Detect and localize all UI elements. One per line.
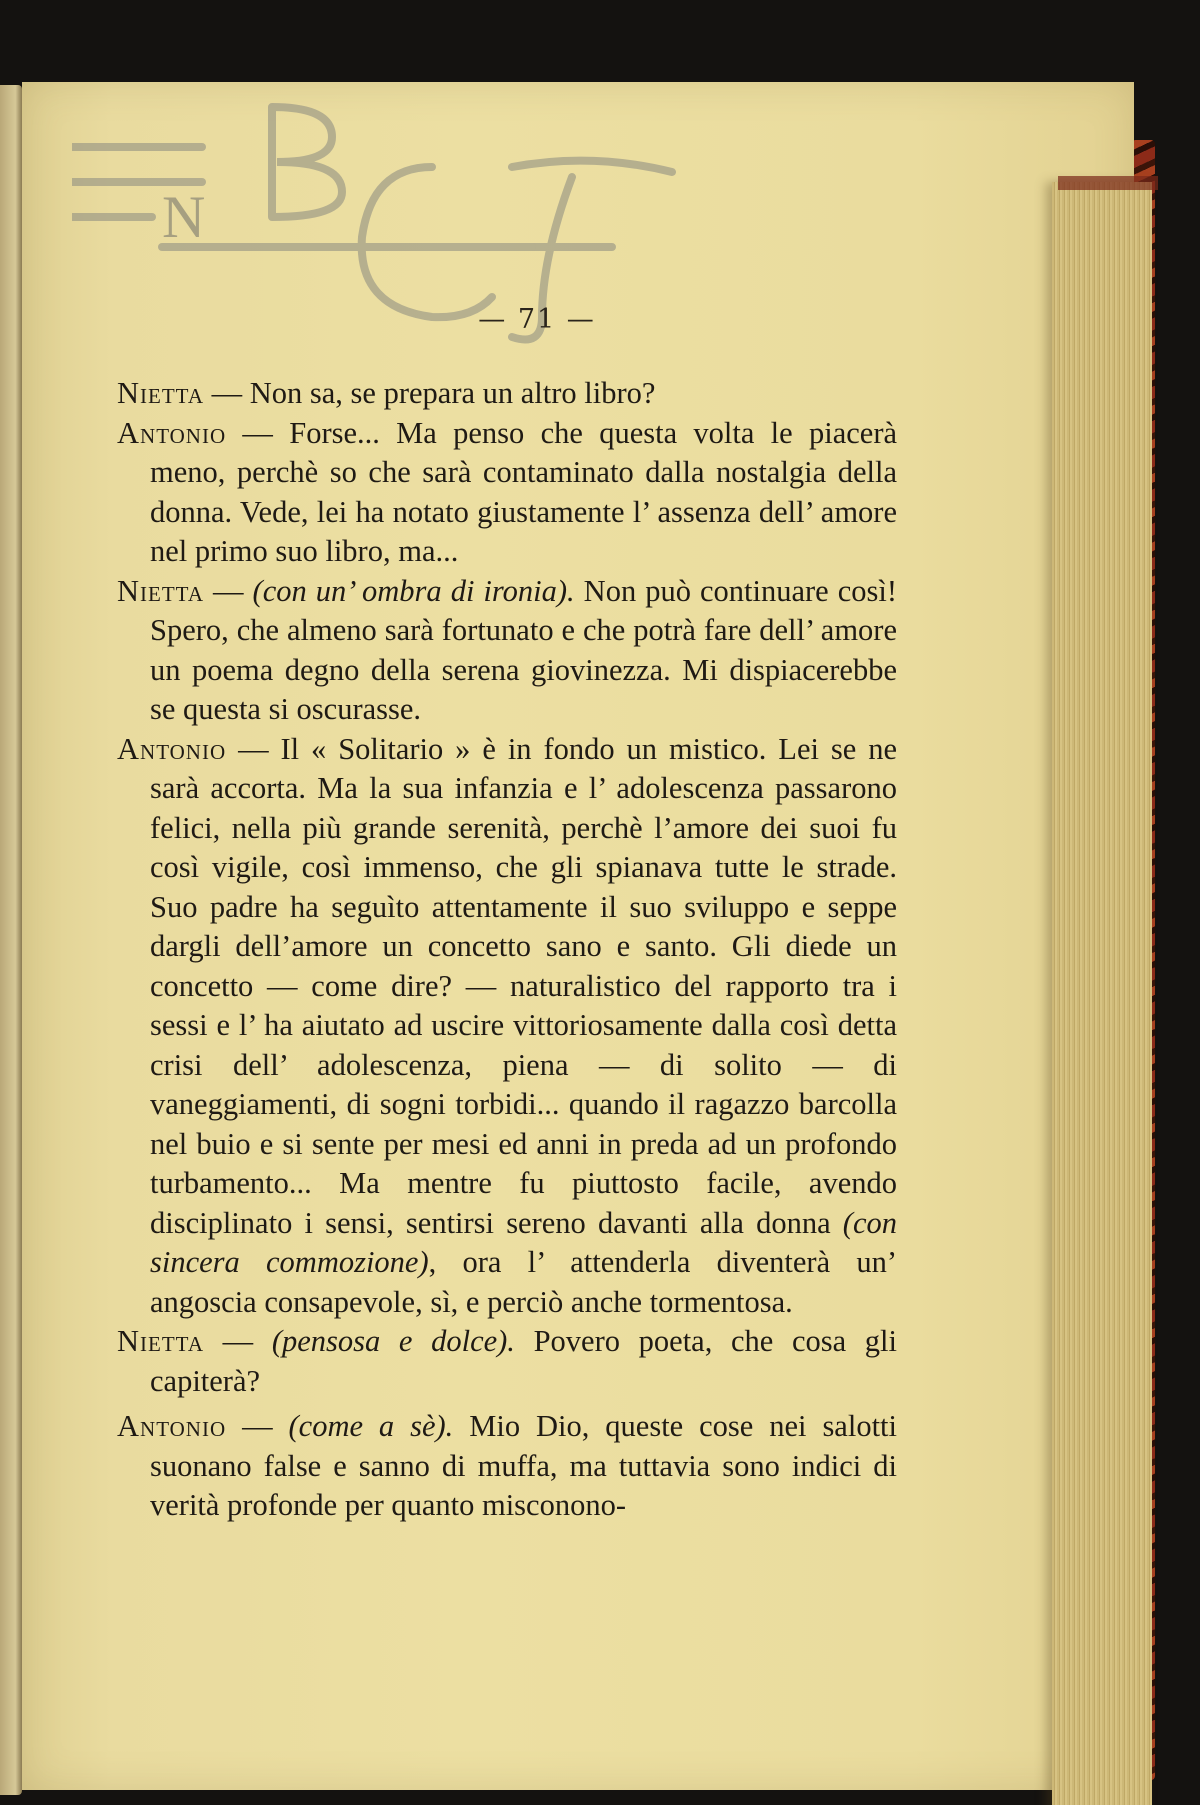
speech-dash: — [226,1409,289,1443]
speech-3 [117,572,897,730]
speaker-name: Antonio [117,415,227,450]
speech-dash: — [226,415,290,450]
speaker-name: Nietta [117,573,204,608]
stage-direction: (pensosa e dolce). [271,1324,515,1358]
speaker-name: Antonio [117,1409,227,1443]
speech-2 [117,414,897,572]
speech-5 [117,1322,897,1401]
stage-direction: (come a sè). [288,1409,454,1443]
speech-text: Mio Dio, queste cose nei salotti suonano false e sanno di muffa, ma tuttavia sono indici di verità profonde per quanto misconono- [150,1409,897,1522]
speech-text: Forse... Ma penso che questa volta le piacerà meno, perchè so che sarà contaminato dalla nostalgia della donna. Vede, lei ha notato giustamente l’ assenza dell’ amore nel primo suo libro, ma... [150,415,898,568]
speech-dash: — [204,1324,272,1358]
speech-text-after: , ora l’ attenderla diventerà un’ angoscia consapevole, sì, e perciò anche tormentosa. [150,1245,897,1319]
speech-dash: — [204,376,250,410]
watermark-letter-n: N [162,184,206,250]
facing-page-edge [0,85,22,1795]
speaker-name: Antonio [117,731,227,766]
speech-text: Non sa, se prepara un altro libro? [249,376,656,410]
speech-dash: — [204,573,253,608]
speech-dash: — [226,731,281,766]
speech-text: Il « Solitario » è in fondo un mistico. Lei se ne sarà accorta. Ma la sua infanzia e l’ adolescenza passarono felici, nella più grande serenità, perchè l’amore dei suoi fu così vigile, così immenso, che gli spianava tutte le strade. Suo padre ha seguìto attentamente il suo sviluppo e seppe dargli dell’amore un concetto sano e santo. Gli diede un concetto — come dire? — naturalistico del rapporto tra i sessi e l’ ha aiutato ad uscire vittoriosamente dalla così detta crisi dell’ adolescenza, piena — di solito — di vaneggiamenti, di sogni torbidi... quando il ragazzo barcolla nel buio e si sente per mesi ed anni in preda ad un profondo turbamento... Ma mentre fu piuttosto facile, avendo disciplinato i sensi, sentirsi sereno davanti alla donna [150,731,897,1240]
library-watermark [72,97,772,377]
speech-6 [117,1407,897,1526]
speech-4 [117,730,897,1323]
speech-text: Non può continuare così! Spero, che almeno sarà fortunato e che potrà fare dell’ amore un poema degno della serena giovinezza. Mi dispiacerebbe se questa si oscurasse. [150,573,897,726]
binding-strip [1058,176,1158,190]
dialogue-text [117,374,897,1526]
speech-text: Povero poeta, che cosa gli capiterà? [150,1324,898,1398]
speaker-name: Nietta [117,1324,204,1358]
stage-direction: (con sincera commozione) [150,1205,897,1279]
watermark-letters: BNCF [72,97,75,98]
page-block-edge [1052,182,1152,1805]
speaker-name: Nietta [117,376,204,410]
page-number: — 71 — [478,304,596,335]
stage-direction: (con un’ ombra di ironia). [252,573,575,608]
book-page [22,82,1134,1790]
speech-1 [117,374,897,414]
